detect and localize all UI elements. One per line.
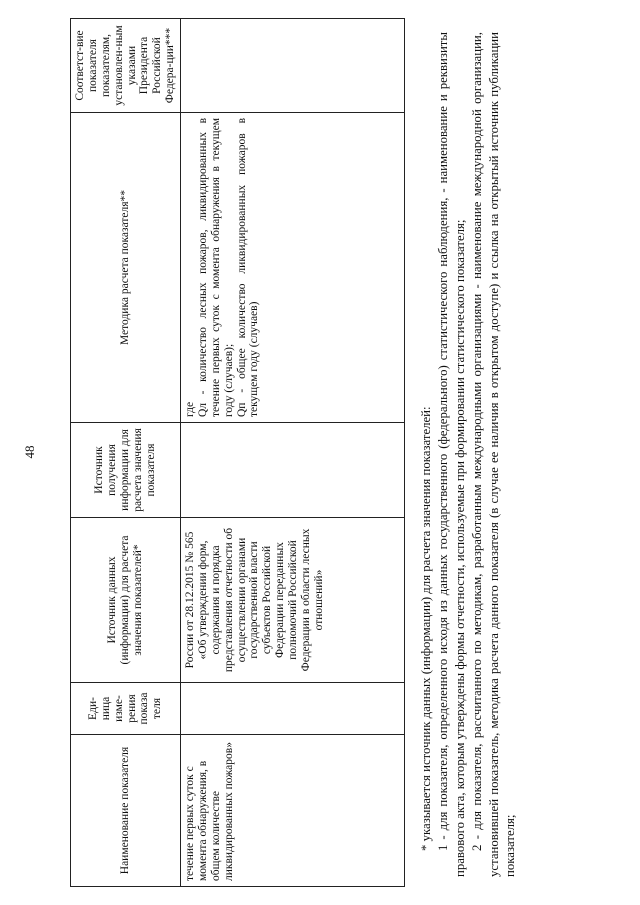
header-compliance: Соответст-вие показателя показателям, установлен-ным указами Президента Российской Федера-ции***	[71, 19, 181, 113]
page-number: 48	[22, 445, 37, 459]
method-where: где	[184, 401, 196, 417]
header-name: Наименование показателя	[71, 735, 181, 887]
cell-method	[181, 113, 405, 423]
header-sources: Источник данных (информации) для расчета значения показателей*	[71, 518, 181, 683]
header-unit: Еди-ница изме-рения показа теля	[71, 683, 181, 735]
indicators-table	[70, 18, 405, 887]
method-q1: Qл - количество лесных пожаров, ликвидированных в течение первых суток с момента обнаружения в текущем году (случаев);	[196, 118, 235, 417]
cell-unit	[181, 683, 405, 735]
footnote-2: 2 - для показателя, рассчитанного по методикам, разработанным международными организациями - наименование международной организации, установившей показатель, методика расчета данного показателя (в случае ее наличия в открытом доступе) и ссылка на открытый источник публикации показателя;	[469, 32, 518, 877]
table-row	[181, 19, 405, 887]
method-q2: Qп - общее количество ликвидированных пожаров в текущем году (случаев)	[235, 118, 261, 417]
footnote-1: 1 - для показателя, определенного исходя из данных государственного (федерального) статистического наблюдения, - наименование и реквизиты правового акта, которым утверждены формы отчетности, используемые при формировании статистического показателя;	[435, 32, 467, 877]
cell-name: течение первых суток с момента обнаружения, в общем количестве ликвидированных пожаров»	[181, 735, 405, 887]
header-method: Методика расчета показателя**	[71, 113, 181, 423]
cell-sources: России от 28.12.2015 № 565 «Об утверждении форм, содержания и порядка представления отчетности об осуществлении органами государственной власти субъектов Российской Федерации переданных полномочий Российской Федерации в области лесных отношений»	[181, 518, 405, 683]
table-header-row	[71, 19, 181, 887]
footnote-asterisk: * указывается источник данных (информации) для расчета значения показателей:	[419, 406, 433, 851]
footnotes	[418, 32, 519, 877]
header-info-source: Источник получения информации для расчета значения показателя	[71, 423, 181, 518]
cell-compliance	[181, 19, 405, 113]
cell-info-source	[181, 423, 405, 518]
